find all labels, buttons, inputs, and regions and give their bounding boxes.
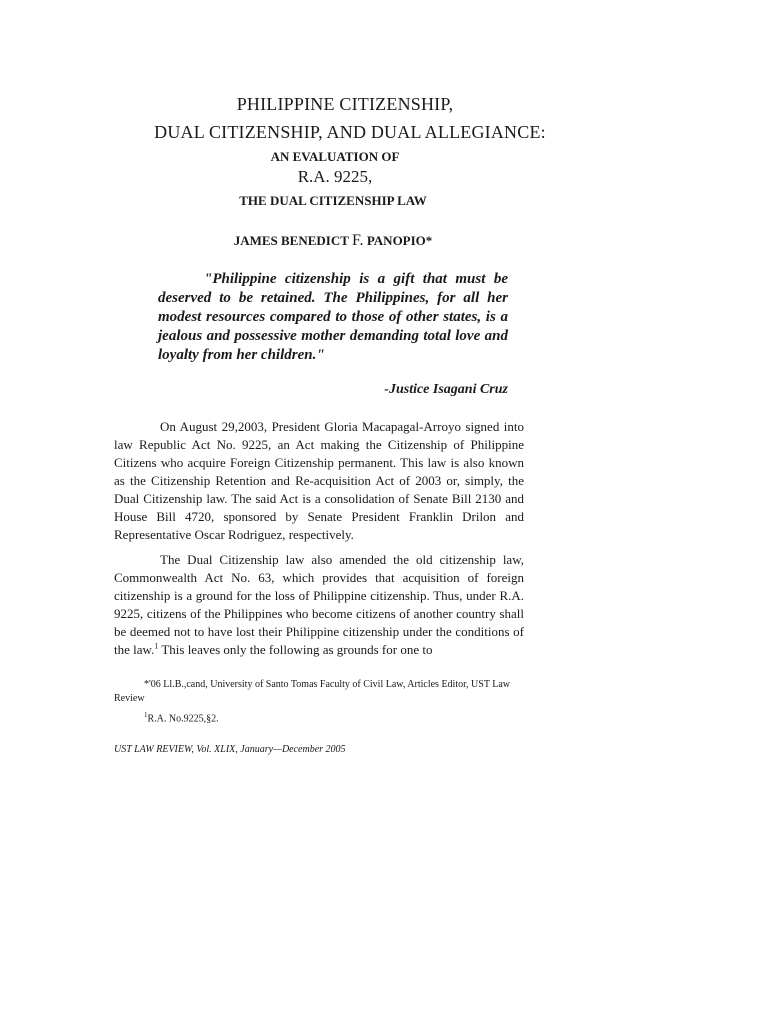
paragraph-2 [114,551,524,659]
footnotes [114,678,534,726]
author-initial: F. [351,232,364,249]
paragraph-1: On August 29,2003, President Gloria Macapagal-Arroyo signed into law Republic Act No. 9225, an Act making the Citizenship of Philippine Citizens who acquire Foreign Citizenship permanent. This law is also known as the Citizenship Retention and Re-acquisition Act of 2003 or, simply, the Dual Citizenship law. The said Act is a consolidation of Senate Bill 2130 and House Bill 4720, sponsored by Senate President Franklin Drilon and Representative Oscar Rodriguez, respectively. [114,419,524,542]
paragraph-2-text-b: This leaves only the following as grounds for one to [158,642,433,657]
footnote-1 [114,708,534,726]
paragraph-2-text-a: The Dual Citizenship law also amended the old citizenship law, Commonwealth Act No. 63, which provides that acquisition of foreign citizenship is a ground for the loss of Philippine citizenship. Thus, under R.A. 9225, citizens of the Philippines who become citizens of another country shall be deemed not to have lost their Philippine citizenship under the conditions of the law. [114,552,524,657]
epigraph-quote: "Philippine citizenship is a gift that must be deserved to be retained. The Philippines, for all her modest resources compared to those of other states, is a jealous and possessive mother demanding total love and loyalty from her children." [158,271,508,363]
author-first-name: JAMES BENEDICT [233,233,349,248]
author-byline [0,232,666,250]
footnote-1-mark: 1 [144,711,148,719]
title-line-2: DUAL CITIZENSHIP, AND DUAL ALLEGIANCE: [154,122,546,142]
subtitle-ra-number: R.A. 9225, [297,167,373,186]
epigraph-attribution: -Justice Isagani Cruz [384,382,508,397]
footnote-reference-1: 1 [154,641,159,651]
author-last-name: PANOPIO* [366,233,433,248]
journal-citation: UST LAW REVIEW, Vol. XLIX, January—December 2005 [114,744,346,755]
title-line-1: PHILIPPINE CITIZENSHIP, [236,94,454,114]
body-text [114,418,524,666]
subtitle-law-name: THE DUAL CITIZENSHIP LAW [239,193,427,208]
footnote-author: *'06 Ll.B.,cand, University of Santo Tomas Faculty of Civil Law, Articles Editor, UST Law Review [114,679,511,704]
subtitle-evaluation: AN EVALUATION OF [270,149,400,164]
footnote-1-text: R.A. No.9225,§2. [147,713,219,725]
